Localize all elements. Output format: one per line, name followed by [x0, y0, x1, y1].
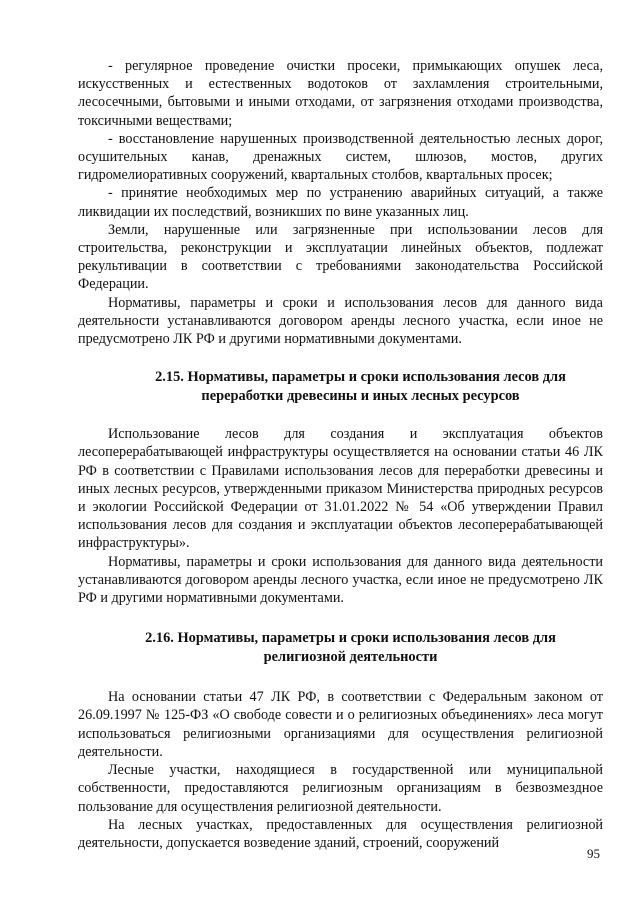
paragraph: На лесных участках, предоставленных для осуществления религиозной деятельности, допускается возведение зданий, строений, сооружений — [78, 816, 603, 851]
list-item: - регулярное проведение очистки просеки, примыкающих опушек леса, искусственных и естественных водотоков от захламления строительными, лесосечными, бытовыми и иными отходами, от загрязнения отходами производства, токсичными веществами; — [78, 58, 603, 129]
heading-line: переработки древесины и иных лесных ресурсов — [201, 387, 520, 404]
paragraph: Использование лесов для создания и эксплуатация объектов лесоперерабатывающей инфраструктуры осуществляется на основании статьи 46 ЛК РФ в соответствии с Правилами использования лесов для переработки древесины и иных лесных ресурсов, утвержденными приказом Министерства природных ресурсов и экологии Российской Федерации от 31.01.2022 № 54 «Об утверждении Правил использования лесов для создания и эксплуатации объектов лесоперерабатывающей инфраструктуры». — [78, 426, 603, 552]
heading-line: религиозной деятельности — [263, 648, 438, 665]
paragraph: На основании статьи 47 ЛК РФ, в соответствии с Федеральным законом от 26.09.1997 № 125-ФЗ «О свободе совести и о религиозных объединениях» леса могут использоваться религиозными организациями для осуществления религиозной деятельности. — [78, 689, 603, 760]
paragraph: Лесные участки, находящиеся в государственной или муниципальной собственности, предоставляются религиозным организациям в безвозмездное пользование для осуществления религиозной деятельности. — [78, 762, 603, 815]
paragraph: Нормативы, параметры и сроки и использования лесов для данного вида деятельности устанавливаются договором аренды лесного участка, если иное не предусмотрено ЛК РФ и другими нормативными документами. — [78, 294, 603, 348]
paragraph: Нормативы, параметры и сроки использования для данного вида деятельности устанавливаются договором аренды лесного участка, если иное не предусмотрено ЛК РФ и другими нормативными документами. — [78, 553, 603, 607]
list-item: - принятие необходимых мер по устранению аварийных ситуаций, а также ликвидации их последствий, возникших по вине указанных лиц. — [78, 185, 603, 220]
section-heading-2-15 — [78, 368, 603, 405]
heading-line: 2.16. Нормативы, параметры и сроки использования лесов для — [145, 630, 556, 647]
paragraph: Земли, нарушенные или загрязненные при использовании лесов для строительства, реконструкции и эксплуатации линейных объектов, подлежат рекультивации в соответствии с требованиями законодательства Российской Федерации. — [78, 221, 603, 293]
section-heading-2-16 — [78, 629, 603, 666]
document-page — [78, 57, 603, 852]
page-number: 95 — [587, 846, 600, 861]
list-item: - восстановление нарушенных производственной деятельностью лесных дорог, осушительных канав, дренажных систем, шлюзов, мостов, других гидромелиоративных сооружений, квартальных столбов, квартальных просек; — [78, 130, 603, 184]
heading-line: 2.15. Нормативы, параметры и сроки использования лесов для — [155, 369, 566, 386]
